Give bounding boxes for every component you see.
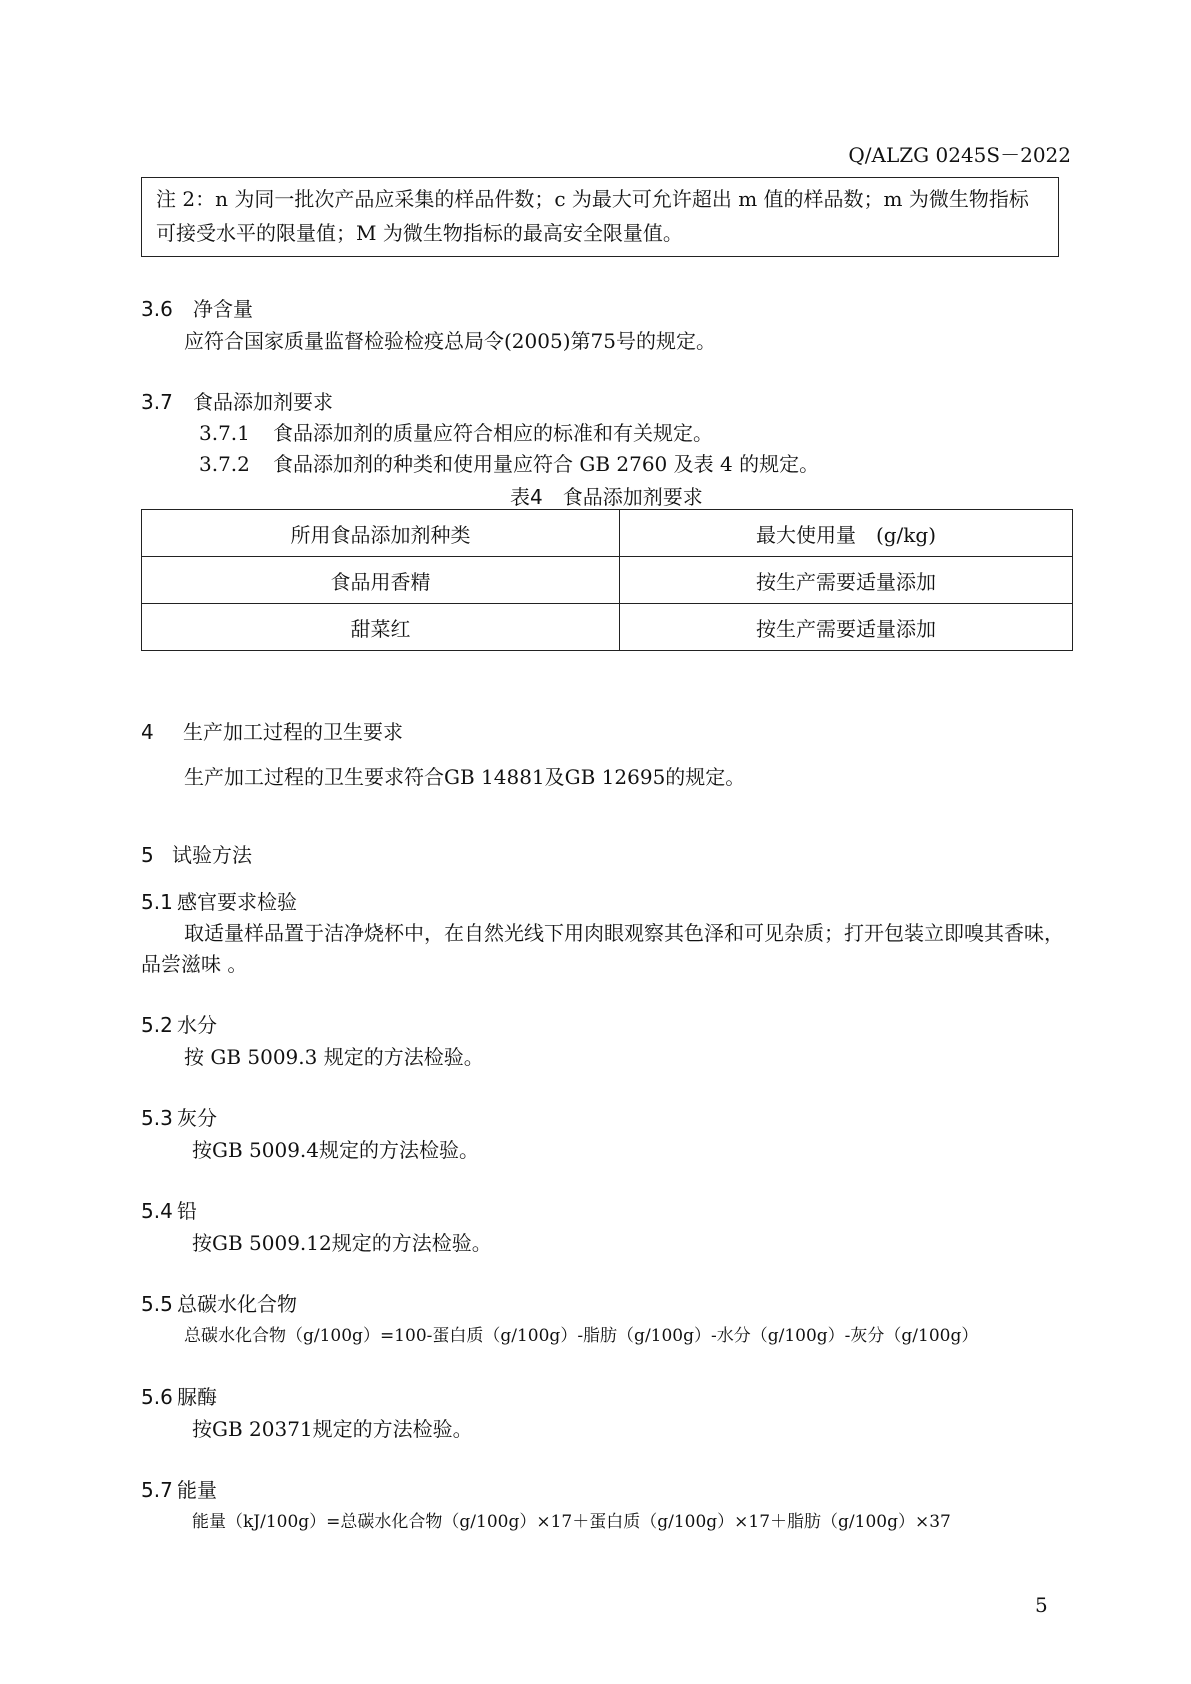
section-title: 试验方法: [172, 843, 252, 867]
table-cell: 甜菜红: [142, 604, 620, 651]
section-number: 5.6: [141, 1385, 173, 1409]
additive-table: [141, 509, 1073, 651]
section-number: 3.7: [141, 390, 173, 414]
table-header-cell: 最大使用量 (g/kg): [620, 510, 1073, 557]
section-5-2-body: 按 GB 5009.3 规定的方法检验。: [184, 1045, 484, 1069]
section-5-1-body-line2: 品尝滋味 。: [141, 952, 248, 976]
section-title: 感官要求检验: [177, 890, 297, 914]
table-row: [142, 557, 1073, 604]
section-title: 总碳水化合物: [177, 1292, 297, 1316]
clause-3-7-1: [199, 420, 713, 446]
section-number: 5.3: [141, 1106, 173, 1130]
section-4-heading: [141, 719, 403, 745]
doc-code: Q/ALZG 0245S－2022: [848, 143, 1071, 167]
section-number: 4: [141, 720, 154, 744]
section-title: 脲酶: [177, 1385, 217, 1409]
table-header-cell: 所用食品添加剂种类: [142, 510, 620, 557]
section-number: 3.6: [141, 297, 173, 321]
table-row: [142, 604, 1073, 651]
section-title: 灰分: [177, 1106, 217, 1130]
section-title: 水分: [177, 1013, 217, 1037]
table-cell: 按生产需要适量添加: [620, 604, 1073, 651]
section-4-body: 生产加工过程的卫生要求符合GB 14881及GB 12695的规定。: [184, 765, 746, 789]
section-title: 食品添加剂要求: [193, 390, 333, 414]
table-cell: 食品用香精: [142, 557, 620, 604]
section-5-4-body: 按GB 5009.12规定的方法检验。: [192, 1231, 492, 1255]
table-4-caption: 表4 食品添加剂要求: [510, 485, 703, 509]
section-title: 能量: [177, 1478, 217, 1502]
section-5-1-heading: [141, 889, 297, 915]
section-5-2-heading: [141, 1012, 217, 1038]
table-cell: 按生产需要适量添加: [620, 557, 1073, 604]
section-5-5-heading: [141, 1291, 297, 1317]
section-5-6-heading: [141, 1384, 217, 1410]
section-number: 5.4: [141, 1199, 173, 1223]
section-5-6-body: 按GB 20371规定的方法检验。: [192, 1417, 473, 1441]
section-number: 5.7: [141, 1478, 173, 1502]
section-number: 5.1: [141, 890, 173, 914]
section-5-5-body: 总碳水化合物（g/100g）=100-蛋白质（g/100g）-脂肪（g/100g）-水分（g/100g）-灰分（g/100g）: [184, 1326, 979, 1346]
note-text: 注 2：n 为同一批次产品应采集的样品件数；c 为最大可允许超出 m 值的样品数；m 为微生物指标可接受水平的限量值；M 为微生物指标的最高安全限量值。: [156, 187, 1029, 245]
note-box: [141, 177, 1059, 257]
section-5-heading: [141, 842, 252, 868]
section-5-3-heading: [141, 1105, 217, 1131]
section-5-4-heading: [141, 1198, 197, 1224]
section-number: 5: [141, 843, 154, 867]
section-3-7-heading: [141, 389, 333, 415]
section-title: 铅: [177, 1199, 197, 1223]
clause-3-7-2: [199, 451, 819, 477]
section-5-3-body: 按GB 5009.4规定的方法检验。: [192, 1138, 480, 1162]
table-header-row: [142, 510, 1073, 557]
section-3-6-heading: [141, 296, 253, 322]
section-5-7-body: 能量（kJ/100g）=总碳水化合物（g/100g）×17＋蛋白质（g/100g）×17＋脂肪（g/100g）×37: [192, 1512, 951, 1532]
section-5-7-heading: [141, 1477, 217, 1503]
section-title: 生产加工过程的卫生要求: [183, 720, 403, 744]
page-number: 5: [1035, 1593, 1048, 1617]
section-title: 净含量: [193, 297, 253, 321]
clause-number: 3.7.1: [199, 421, 250, 445]
clause-number: 3.7.2: [199, 452, 250, 476]
clause-text: 食品添加剂的种类和使用量应符合 GB 2760 及表 4 的规定。: [273, 452, 820, 476]
section-5-1-body-line1: 取适量样品置于洁净烧杯中，在自然光线下用肉眼观察其色泽和可见杂质；打开包装立即嗅其香味，: [184, 921, 1064, 945]
clause-text: 食品添加剂的质量应符合相应的标准和有关规定。: [273, 421, 713, 445]
section-3-6-body: 应符合国家质量监督检验检疫总局令(2005)第75号的规定。: [184, 329, 716, 353]
section-number: 5.2: [141, 1013, 173, 1037]
section-number: 5.5: [141, 1292, 173, 1316]
